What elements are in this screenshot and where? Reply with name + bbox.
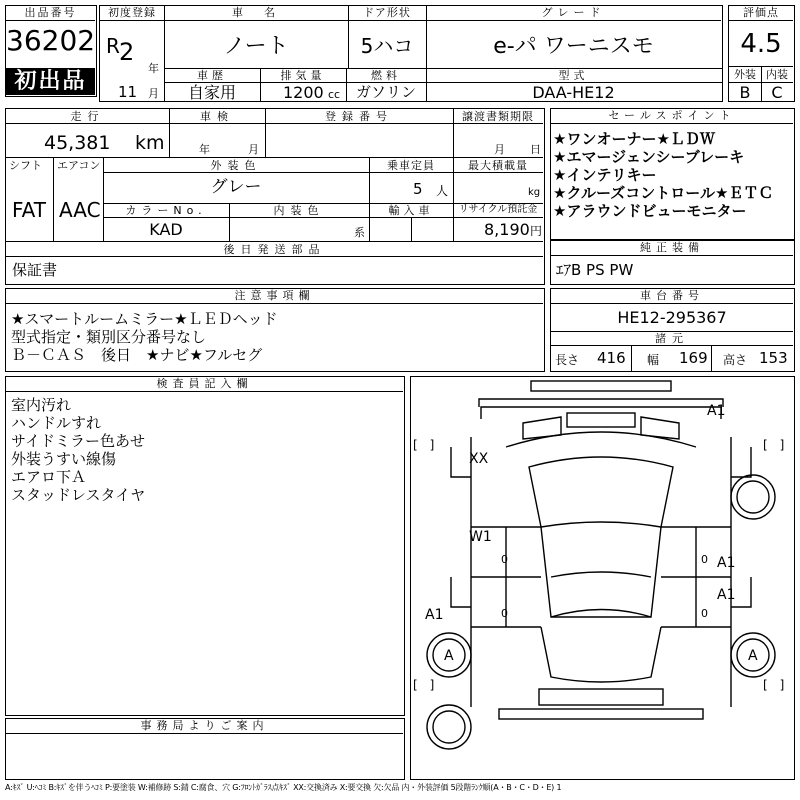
equipment: ｴｱB PS PW (556, 261, 634, 279)
exterior-grade: B (739, 83, 751, 102)
transfer-label: 譲渡書類期限 (462, 110, 534, 123)
grade-label: グレード (426, 6, 721, 21)
color-label: 外装色 (210, 159, 262, 172)
lot-box (5, 5, 97, 97)
transfer-day-unit: 日 (530, 143, 541, 156)
sales-points-label: セールスポイント (551, 109, 793, 124)
fuel: ガソリン (355, 83, 416, 101)
lot-label: 出品番号 (6, 6, 95, 21)
office-box (5, 718, 405, 780)
dims-label: 諸元 (655, 332, 689, 345)
interior-grade: C (771, 83, 783, 102)
insp-year-unit: 年 (199, 143, 210, 156)
lot-number: 36202 (6, 24, 96, 57)
exterior-label: 外装 (734, 68, 756, 81)
equipment-label: 純正装備 (551, 241, 793, 256)
recycle-label: リサイクル預託金 (458, 204, 538, 215)
car-diagram (411, 377, 793, 778)
inspector-note: ハンドルすれ (11, 414, 102, 432)
load-label: 最大積載量 (468, 159, 528, 172)
inspector-label: 検査員記入欄 (6, 377, 403, 392)
zero-mark: 0 (501, 553, 508, 566)
color-no: KAD (149, 220, 183, 239)
sales-points-box (550, 108, 795, 240)
bracket-mark: [ ] (413, 678, 435, 692)
color-no-label: カラーNo. (125, 204, 207, 217)
vehicle-header-box (99, 5, 723, 102)
recycle-unit: 円 (530, 224, 543, 238)
chassis-number: HE12-295367 (617, 308, 727, 327)
score: 4.5 (740, 29, 782, 59)
load-unit: kg (528, 187, 541, 198)
reg-year: 2 (119, 38, 135, 66)
reg-month-unit: 月 (148, 87, 159, 100)
import-label: 輸入車 (388, 204, 434, 217)
shift-label: シフト (9, 159, 42, 172)
bracket-mark: [ ] (763, 438, 785, 452)
equipment-box (550, 240, 795, 285)
inspector-note: サイドミラー色あせ (11, 432, 145, 450)
fuel-label: 燃料 (371, 69, 401, 82)
door-type: 5ハコ (360, 34, 414, 58)
inspector-box (5, 376, 405, 716)
reg-year-unit: 年 (148, 62, 159, 75)
history-label: 車歴 (197, 69, 227, 82)
cc: 1200 (283, 83, 324, 102)
int-color-unit: 系 (354, 226, 365, 239)
specs-box (5, 108, 545, 285)
model-label: 型式 (558, 69, 589, 82)
mileage-unit: km (135, 132, 165, 154)
later-parts: 保証書 (12, 261, 58, 279)
grade: e-パ ワーニスモ (493, 34, 654, 59)
cc-label: 排気量 (280, 69, 326, 82)
caution-item: 型式指定・類別区分番号なし (11, 328, 207, 346)
office-label: 事務局よりご案内 (6, 719, 403, 734)
damage-mark: A (748, 648, 758, 664)
car-name: ノート (223, 34, 289, 59)
bracket-mark: [ ] (413, 438, 435, 452)
inspector-note: エアロ下Ａ (11, 468, 87, 486)
mileage-label: 走行 (70, 110, 105, 123)
later-parts-label: 後日発送部品 (223, 243, 326, 256)
chassis-label: 車台番号 (551, 289, 793, 304)
inspector-note: 外装うすい線傷 (11, 450, 117, 468)
width-label: 幅 (647, 353, 660, 367)
legend: A:ｷｽﾞ U:ﾍｺﾐ B:ｷｽﾞを伴うﾍｺﾐ P:要塗装 W:補修跡 S:錆 C:腐食、穴 G:ﾌﾛﾝﾄｶﾞﾗｽ点ｷｽﾞ XX:交換済み X:要交換 欠:欠品 内・外装評価 5段階ﾗﾝｸ順(A・B・C・D・E) 1 (5, 783, 562, 792)
capacity-label: 乗車定員 (387, 159, 435, 172)
damage-mark: W1 (469, 529, 492, 545)
int-color-label: 内装色 (273, 204, 325, 217)
sales-point: ★ワンオーナー★ＬＤＷ (553, 130, 715, 148)
damage-mark: A1 (425, 607, 444, 623)
capacity: 5 (413, 180, 423, 198)
inspection-label: 車検 (200, 110, 234, 123)
length-label: 長さ (555, 353, 580, 367)
caution-label: 注意事項欄 (6, 289, 543, 304)
damage-mark: A1 (717, 587, 736, 603)
width: 169 (679, 349, 708, 367)
door-label: ドア形状 (348, 6, 426, 21)
sales-point: ★エマージェンシーブレーキ (553, 148, 745, 166)
sales-point: ★アラウンドビューモニター (553, 202, 747, 220)
recycle: 8,190 (484, 220, 530, 239)
damage-mark: A1 (707, 403, 726, 419)
caution-item: ★スマートルームミラー★ＬＥＤヘッド (11, 310, 278, 328)
zero-mark: 0 (701, 553, 708, 566)
ac: AAC (59, 198, 101, 222)
insp-month-unit: 月 (248, 143, 259, 156)
shift: FAT (12, 198, 47, 222)
damage-mark: A1 (717, 555, 736, 571)
score-label: 評価点 (729, 6, 793, 21)
reg-label: 初度登録 (100, 6, 164, 21)
ac-label: エアコン (57, 159, 101, 172)
damage-mark: XX (469, 451, 489, 467)
plate-label: 登録番号 (325, 110, 393, 123)
zero-mark: 0 (501, 607, 508, 620)
cc-unit: cc (328, 88, 341, 101)
zero-mark: 0 (701, 607, 708, 620)
height-label: 高さ (723, 353, 748, 367)
car-diagram-box (410, 376, 795, 780)
first-listing-badge: 初出品 (6, 68, 95, 95)
mileage: 45,381 (44, 132, 111, 154)
caution-item: Ｂ－ＣＡＳ 後日 ★ナビ★フルセグ (11, 346, 263, 364)
bracket-mark: [ ] (763, 678, 785, 692)
score-box (728, 5, 795, 102)
caution-box (5, 288, 545, 372)
capacity-unit: 人 (436, 184, 449, 198)
history: 自家用 (187, 83, 236, 102)
model: DAA-HE12 (532, 83, 615, 102)
name-label: 車 名 (164, 6, 348, 21)
sales-point: ★クルーズコントロール★ＥＴＣ (553, 184, 774, 202)
chassis-box (550, 288, 795, 372)
damage-mark: A (444, 648, 454, 664)
transfer-month-unit: 月 (494, 143, 505, 156)
interior-label: 内装 (766, 68, 788, 81)
length: 416 (597, 349, 626, 367)
reg-month: 11 (118, 83, 138, 101)
color: グレー (210, 177, 262, 197)
reg-era: R (106, 34, 120, 58)
sales-point: ★インテリキー (553, 166, 657, 184)
inspector-note: スタッドレスタイヤ (11, 486, 146, 504)
inspector-note: 室内汚れ (11, 396, 72, 414)
height: 153 (759, 349, 788, 367)
